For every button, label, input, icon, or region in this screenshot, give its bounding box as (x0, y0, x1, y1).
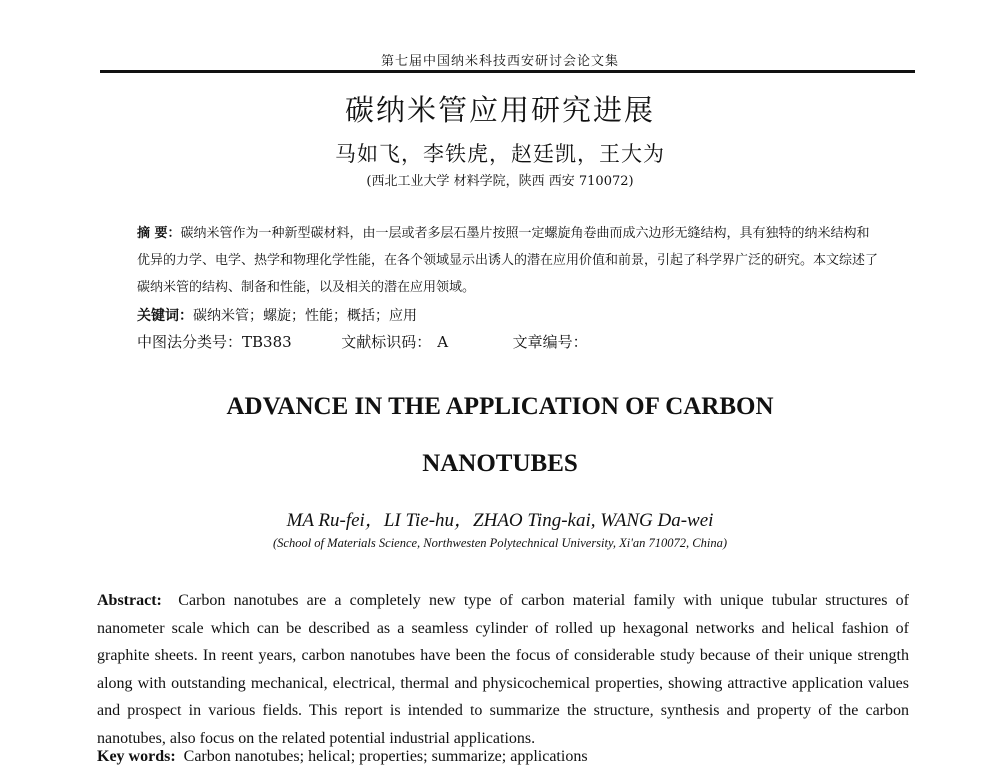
en-title-line-1: ADVANCE IN THE APPLICATION OF CARBON (226, 393, 774, 420)
cn-affiliation: (西北工业大学 材料学院，陕西 西安 710072) (366, 174, 634, 189)
cn-classification-line (137, 331, 588, 352)
cn-abstract-text: 碳纳米管作为一种新型碳材料，由一层或者多层石墨片按照一定螺旋角卷曲而成六边形无缝结构，具有独特的纳米结构和优异的力学、电学、热学和物理化学性能，在各个领域显示出诱人的潜在应用价值和前景，引起了科学界广泛的研究。本文综述了碳纳米管的结构、制备和性能，以及相关的潜在应用领域。 (137, 226, 879, 295)
en-affiliation: (School of Materials Science, Northwesten Polytechnical University, Xi'an 710072, China) (273, 536, 727, 550)
cn-authors: 马如飞，李铁虎，赵廷凯，王大为 (335, 142, 665, 166)
en-authors: MA Ru-fei，LI Tie-hu，ZHAO Ting-kai, WANG Da-wei (286, 510, 714, 531)
cn-keywords (137, 305, 417, 325)
cn-doc-code-label: 文献标识码： (341, 333, 432, 351)
running-head: 第七届中国纳米科技西安研讨会论文集 (380, 54, 619, 69)
header-rule (100, 70, 915, 73)
cn-article-no-label: 文章编号： (512, 333, 588, 351)
cn-keywords-label: 关键词： (137, 308, 193, 324)
cn-abstract (137, 220, 879, 301)
cn-title: 碳纳米管应用研究进展 (344, 93, 655, 127)
en-abstract (97, 587, 909, 753)
cn-doc-code-value: A (437, 333, 449, 351)
cn-classification-value: TB383 (242, 333, 292, 351)
en-keywords (97, 748, 588, 766)
cn-classification-label: 中图法分类号： (137, 333, 243, 351)
en-keywords-text: Carbon nanotubes; helical; properties; summarize; applications (183, 748, 588, 765)
cn-keywords-text: 碳纳米管；螺旋；性能；概括；应用 (193, 308, 417, 324)
cn-abstract-label: 摘 要： (137, 226, 181, 241)
en-abstract-label: Abstract: (97, 592, 162, 609)
en-abstract-text: Carbon nanotubes are a completely new type of carbon material family with unique tubular structures of nanometer scale which can be described as a seamless cylinder of rolled up hexagonal networks and helical fashion of graphite sheets. In reent years, carbon nanotubes have been the focus of considerable study because of their unique strength along with outstanding mechanical, electrical, thermal and physicochemical properties, showing attractive application values and prospect in various fields. This report is intended to summarize the structure, synthesis and property of the carbon nanotubes, also focus on the related potential industrial applications. (97, 592, 910, 747)
en-title-line-2: NANOTUBES (422, 450, 578, 477)
en-keywords-label: Key words: (97, 748, 176, 765)
